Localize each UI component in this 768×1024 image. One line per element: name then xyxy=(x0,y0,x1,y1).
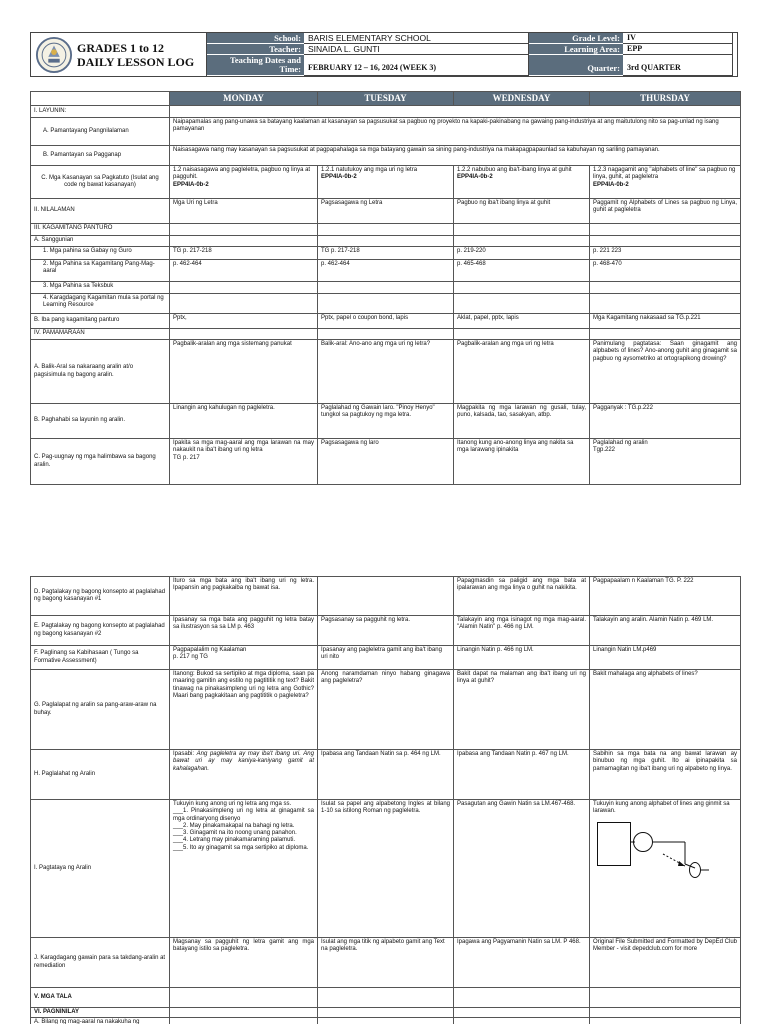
kasanayan-wednesday xyxy=(454,166,590,199)
row-karagdagang-gawain xyxy=(31,938,741,988)
pagninilay-label: VI. PAGNINILAY xyxy=(31,1008,170,1018)
iba-pang-kagamitan-tuesday: Pptx, papel o coupon bond, lapis xyxy=(318,314,454,329)
paghahabi-tuesday: Paglalahad ng Gawain laro. "Pinoy Henyo" tungkol sa pagtukoy ng mga letra. xyxy=(318,404,454,439)
iba-pang-kagamitan-monday: Pptx, xyxy=(170,314,318,329)
pagtalakay-2-tuesday: Pagsasanay sa pagguhit ng letra. xyxy=(318,616,454,646)
karagdagang-gawain-label: J. Karagdagang gawain para sa takdang-aralin at remediation xyxy=(31,938,170,988)
kagamitang-panturo-label: III. KAGAMITANG PANTURO xyxy=(31,224,170,236)
day-header-row xyxy=(31,92,741,106)
gabay-ng-guro-tuesday: TG p. 217-218 xyxy=(318,247,454,260)
row-paglalahat xyxy=(31,750,741,800)
row-pamantayan-sa-pagganap xyxy=(31,146,741,166)
iba-pang-kagamitan-thursday: Mga Kagamitang nakasaad sa TG.p.221 xyxy=(590,314,741,329)
pagtalakay-2-wednesday: Talakayin ang mga isinagot ng mga mag-aaral. "Alamin Natin" p. 466 ng LM. xyxy=(454,616,590,646)
teaching-dates-label-2: Time: xyxy=(279,64,301,74)
quarter-value: 3rd QUARTER xyxy=(623,55,733,76)
paglinang-label: F. Paglinang sa Kabihasaan ( Tungo sa Formative Assessment) xyxy=(31,646,170,670)
teacher-value: SINAIDA L. GUNTI xyxy=(304,44,529,55)
gabay-ng-guro-wednesday: p. 219-220 xyxy=(454,247,590,260)
row-learning-resource xyxy=(31,294,741,314)
row-pagtataya xyxy=(31,800,741,938)
paglinang-monday-text: Pagpapalalim ng Kaalaman xyxy=(173,647,247,653)
karagdagang-gawain-monday: Magsanay sa pagguhit ng letra gamit ang mga batayang istilo sa pagleletra. xyxy=(170,938,318,988)
row-nilalaman xyxy=(31,199,741,224)
pamamaraan-label: IV. PAMAMARAAN xyxy=(31,329,170,340)
kasanayan-wednesday-code: EPP4IA-0b-2 xyxy=(457,174,493,181)
pagtataya-wednesday: Pasagutan ang Gawin Natin sa LM.467-468. xyxy=(454,800,590,938)
paglalahat-thursday: Sabihin sa mga bata na ang bawat larawan ay binubuo ng mga guhit. Ito ai ipinapakita sa pamamagitan ng iba't ibang uri ng alpabeto ng linya. xyxy=(590,750,741,800)
row-pagtalakay-1 xyxy=(31,577,741,616)
row-paghahabi xyxy=(31,404,741,439)
grade-level-value: IV xyxy=(623,33,733,44)
paglalahat-wednesday: Ipabasa ang Tandaan Natin p. 467 ng LM. xyxy=(454,750,590,800)
paghahabi-wednesday: Magpakita ng mga larawan ng gusali, tulay, puno, kalsada, tao, sasakyan, atbp. xyxy=(454,404,590,439)
drawing-lines xyxy=(593,816,738,906)
paglalapat-thursday: Bakit mahalaga ang alphabets of lines? xyxy=(590,670,741,750)
row-pag-uugnay xyxy=(31,439,741,485)
row-paglinang xyxy=(31,646,741,670)
pagtataya-thursday xyxy=(590,800,741,938)
kasanayan-thursday xyxy=(590,166,741,199)
pagtataya-tuesday: Isulat sa papel ang alpabetong Ingles at bilang 1-10 sa istilong Roman ng pagleletra. xyxy=(318,800,454,938)
teksbuk-label: 3. Mga Pahina sa Teksbuk xyxy=(31,282,170,294)
balik-aral-wednesday: Pagbalik-aralan ang mga uri ng letra xyxy=(454,340,590,404)
pamantayan-sa-pagganap-text: Naisasagawa nang may kasanayan sa pagsusukat at pagpapahalaga sa mga batayang gawain sa sining pang-industriya na makapagpapaunlad sa kabuhayan ng sariling pamayanan. xyxy=(170,146,741,166)
day-wednesday: WEDNESDAY xyxy=(454,92,590,106)
row-gabay-ng-guro xyxy=(31,247,741,260)
header-brand xyxy=(31,33,207,76)
pagtataya-label: I. Pagtataya ng Aralin xyxy=(31,800,170,938)
title-line-2: DAILY LESSON LOG xyxy=(77,54,195,69)
lesson-table-page-2 xyxy=(30,576,741,1024)
teaching-dates-value: FEBRUARY 12 – 16, 2024 (WEEK 3) xyxy=(304,55,529,76)
row-layunin xyxy=(31,106,741,118)
kasanayan-tuesday xyxy=(318,166,454,199)
pagtataya-item: ___5. Ito ay ginagamit sa mga sertipiko at diploma. xyxy=(173,844,309,851)
pagtalakay-1-thursday: Pagpapaalam n Kaalaman TG. P. 222 xyxy=(590,577,741,616)
paglalahat-monday-text: Ang pagleletra ay may iba't ibang uri. Ang bawat uri ay may kaniya-kaniyang gamit at kahalagahan. xyxy=(173,751,314,772)
teacher-label: Teacher: xyxy=(207,44,304,55)
nilalaman-label: II. NILALAMAN xyxy=(31,199,170,224)
iba-pang-kagamitan-label: B. Iba pang kagamitang panturo xyxy=(31,314,170,329)
paglinang-thursday: Linangin Natin LM.p469 xyxy=(590,646,741,670)
paghahabi-monday: Linangin ang kahulugan ng pagleletra. xyxy=(170,404,318,439)
pagtalakay-2-label: E. Pagtalakay ng bagong konsepto at paglalahad ng bagong kasanayan #2 xyxy=(31,616,170,646)
learning-area-label: Learning Area: xyxy=(529,44,623,55)
header-title xyxy=(77,41,194,69)
header-info-grid xyxy=(207,33,737,76)
pag-uugnay-wednesday: Itanong kung ano-anong linya ang nakita sa mga larawang ipinakita xyxy=(454,439,590,485)
pag-uugnay-thursday-ref: Tgp.222 xyxy=(593,447,616,454)
paglalahat-monday xyxy=(170,750,318,800)
pag-uugnay-thursday-text: Paglalahad ng aralin xyxy=(593,440,648,446)
kagamitang-pang-mag-aaral-label: 2. Mga Pahina sa Kagamitang Pang-Mag-aaral xyxy=(31,260,170,282)
kasanayan-wednesday-text: 1.2.2 nabubuo ang iba't-ibang linya at guhit xyxy=(457,167,572,173)
bilang-ng-mag-aaral-label: A. Bilang ng mag-aaral na nakakuha ng xyxy=(31,1018,170,1024)
balik-aral-monday: Pagbalik-aralan ang mga sistemang panukat xyxy=(170,340,318,404)
teaching-dates-label-1: Teaching Dates and xyxy=(229,55,301,65)
gabay-ng-guro-monday: TG p. 217-218 xyxy=(170,247,318,260)
pagtalakay-2-thursday: Talakayin ang aralin. Alamin Natin p. 469 LM. xyxy=(590,616,741,646)
row-sanggunian xyxy=(31,236,741,247)
learning-area-value: EPP xyxy=(623,44,733,55)
day-thursday: THURSDAY xyxy=(590,92,741,106)
kasanayan-monday xyxy=(170,166,318,199)
paglinang-monday-ref: p. 217 ng TG xyxy=(173,654,208,661)
kasanayan-tuesday-code: EPP4IA-0b-2 xyxy=(321,174,357,181)
mga-tala-label: V. MGA TALA xyxy=(31,988,170,1008)
paglalahat-monday-prefix: Ipasabi: xyxy=(173,751,197,757)
row-kagamitang-pang-mag-aaral xyxy=(31,260,741,282)
balik-aral-thursday: Panimulang pagtatasa: Saan ginagamit ang alpbabets of lines? Ano-anong guhit ang ginagamit sa pagbuo ng aysometriko at ortograpikong drowing? xyxy=(590,340,741,404)
sanggunian-label: A. Sanggunian xyxy=(31,236,170,247)
row-iba-pang-kagamitan xyxy=(31,314,741,329)
pag-uugnay-monday xyxy=(170,439,318,485)
paghahabi-label: B. Paghahabi sa layunin ng aralin. xyxy=(31,404,170,439)
day-header-blank xyxy=(31,92,170,106)
row-mga-tala xyxy=(31,988,741,1008)
kasanayan-label: C. Mga Kasanayan sa Pagkatuto (Isulat ang code ng bawat kasanayan) xyxy=(31,166,170,199)
grade-level-label: Grade Level: xyxy=(529,33,623,44)
gabay-ng-guro-thursday: p. 221 223 xyxy=(590,247,741,260)
row-balik-aral xyxy=(31,340,741,404)
gabay-ng-guro-label: 1. Mga pahina sa Gabay ng Guro xyxy=(31,247,170,260)
learning-resource-label: 4. Karagdagang Kagamitan mula sa portal ng Learning Resource xyxy=(31,294,170,314)
pag-uugnay-monday-ref: TG p. 217 xyxy=(173,454,200,461)
alphabet-of-lines-drawing xyxy=(593,816,737,906)
karagdagang-gawain-wednesday: Ipagawa ang Pagyamanin Natin sa LM. P 468. xyxy=(454,938,590,988)
pag-uugnay-monday-text: Ipakita sa mga mag-aaral ang mga larawan na may nakaukit na iba't ibang uri ng letra xyxy=(173,440,314,454)
teaching-dates-label xyxy=(207,55,304,76)
pag-uugnay-tuesday: Pagsasagawa ng laro xyxy=(318,439,454,485)
row-kasanayan xyxy=(31,166,741,199)
row-pagninilay xyxy=(31,1008,741,1018)
paglalapat-wednesday: Bakit dapat na malaman ang iba't ibang uri ng linya at guhit? xyxy=(454,670,590,750)
paglalapat-label: G. Paglalapat ng aralin sa pang-araw-araw na buhay. xyxy=(31,670,170,750)
school-value: BARIS ELEMENTARY SCHOOL xyxy=(304,33,529,44)
pagtataya-thursday-text: Tukuyin kung anong alphabet of lines ang ginmit sa larawan. xyxy=(593,801,730,815)
pag-uugnay-label: C. Pag-uugnay ng mga halimbawa sa bagong aralin. xyxy=(31,439,170,485)
pagtalakay-1-monday: Ituro sa mga bata ang iba't ibang uri ng letra. Ipapansin ang pagkakaiba ng bawat isa. xyxy=(170,577,318,616)
paglinang-tuesday: Ipasanay ang pagleletra gamit ang iba't ibang uri nito xyxy=(318,646,454,670)
iba-pang-kagamitan-wednesday: Aklat, papel, pptx, lapis xyxy=(454,314,590,329)
paghahabi-thursday: Pagganyak : TG.p.222 xyxy=(590,404,741,439)
pagtalakay-1-label: D. Pagtalakay ng bagong konsepto at paglalahad ng bagong kasanayan #1 xyxy=(31,577,170,616)
pagtataya-item: ___1. Pinakasimpleng uri ng letra at ginagamit sa mga ordinaryong disenyo xyxy=(173,808,314,822)
nilalaman-monday: Mga Uri ng Letra xyxy=(170,199,318,224)
balik-aral-tuesday: Balik-aral: Ano-ano ang mga uri ng letra? xyxy=(318,340,454,404)
nilalaman-thursday: Paggamit ng Alphabets of Lines sa pagbuo ng Linya, guhit at pagleletra xyxy=(590,199,741,224)
quarter-label: Quarter: xyxy=(529,55,623,76)
paglalapat-monday: Itanong: Bukod sa sertipiko at mga diploma, saan pa maaring gamitin ang estilo ng pagtititik ng text? Bakit tinawag na pinakasimpleng uri ng letra ang Gothic? Maari bang pagkakitaan ang pagtititik o pagleletra? xyxy=(170,670,318,750)
kasanayan-monday-text: 1.2 naisasagawa ang pagleletra, pagbuo ng linya at pagguhit. xyxy=(173,167,311,181)
kasanayan-thursday-text: 1.2.3 nagagamit ang "alphabets of line" sa pagbuo ng linya, guhit, at pagleletra xyxy=(593,167,736,181)
kagamitang-pang-mag-aaral-thursday: p. 468-470 xyxy=(590,260,741,282)
row-teksbuk xyxy=(31,282,741,294)
row-pamantayang-pangnilalaman xyxy=(31,118,741,146)
pagtataya-item: ___2. May pinakamakapal na bahagi ng letra. xyxy=(173,822,295,829)
paglalahat-tuesday: Ipabasa ang Tandaan Natin sa p. 464 ng LM. xyxy=(318,750,454,800)
row-kagamitang-panturo xyxy=(31,224,741,236)
pamantayang-pangnilalaman-label: A. Pamantayang Pangnilalaman xyxy=(31,118,170,146)
title-line-1: GRADES 1 to 12 xyxy=(77,40,165,55)
kagamitang-pang-mag-aaral-wednesday: p. 465-468 xyxy=(454,260,590,282)
layunin-label: I. LAYUNIN: xyxy=(31,106,170,118)
pag-uugnay-thursday xyxy=(590,439,741,485)
nilalaman-wednesday: Pagbuo ng iba't ibang linya at guhit xyxy=(454,199,590,224)
kasanayan-monday-code: EPP4IA-0b-2 xyxy=(173,181,209,188)
nilalaman-tuesday: Pagsasagawa ng Letra xyxy=(318,199,454,224)
kasanayan-thursday-code: EPP4IA-0b-2 xyxy=(593,181,629,188)
paglinang-wednesday: Linangin Natin p. 466 ng LM. xyxy=(454,646,590,670)
lesson-log-header xyxy=(30,32,738,77)
row-bilang-ng-mag-aaral xyxy=(31,1018,741,1024)
pagtalakay-1-wednesday: Papagmasdin sa paligid ang mga bata at ipalarawan ang mga linya o guhit na nakikita. xyxy=(454,577,590,616)
pagtataya-item: ___4. Letrang may pinakamaraming palamuti. xyxy=(173,837,296,844)
day-monday: MONDAY xyxy=(170,92,318,106)
balik-aral-label: A. Balik-Aral sa nakaraang aralin at/o pagsisimula ng bagong aralin. xyxy=(31,340,170,404)
pamantayang-pangnilalaman-text: Naipapamalas ang pang-unawa sa batayang kaalaman at kasanayan sa pagsusukat sa pagbuo ng proyekto na kapaki-pakinabang na gawaing pang-industriya at ang maitutulong nito sa pag-unlad ng isang pamayanan xyxy=(170,118,741,146)
pagtataya-item: ___3. Ginagamit na ito noong unang panahon. xyxy=(173,830,297,837)
pagtalakay-2-monday: Ipasanay sa mga bata ang pagguhit ng letra batay sa ilustrasyon sa sa LM p. 463 xyxy=(170,616,318,646)
deped-seal-icon xyxy=(35,36,73,74)
karagdagang-gawain-tuesday: Isulat ang mga titik ng alpabeto gamit ang Text na pagleletra. xyxy=(318,938,454,988)
paglalahat-label: H. Paglalahat ng Aralin xyxy=(31,750,170,800)
school-label: School: xyxy=(207,33,304,44)
paglalapat-tuesday: Anong naramdaman ninyo habang ginagawa ang pagleletra? xyxy=(318,670,454,750)
kagamitang-pang-mag-aaral-monday: p. 462-464 xyxy=(170,260,318,282)
row-paglalapat xyxy=(31,670,741,750)
lesson-table-page-1 xyxy=(30,91,741,485)
paglinang-monday xyxy=(170,646,318,670)
pagtataya-monday xyxy=(170,800,318,938)
day-tuesday: TUESDAY xyxy=(318,92,454,106)
row-pamamaraan xyxy=(31,329,741,340)
pagtataya-intro: Tukuyin kung anong uri ng letra ang mga ss. xyxy=(173,801,292,807)
depedclub-note: Original File Submitted and Formatted by DepEd Club Member - visit depedclub.com for more xyxy=(590,938,741,988)
kasanayan-tuesday-text: 1.2.1 natutukoy ang mga uri ng letra xyxy=(321,167,418,173)
kagamitang-pang-mag-aaral-tuesday: p. 462-464 xyxy=(318,260,454,282)
row-pagtalakay-2 xyxy=(31,616,741,646)
pamantayan-sa-pagganap-label: B. Pamantayan sa Pagganap xyxy=(31,146,170,166)
